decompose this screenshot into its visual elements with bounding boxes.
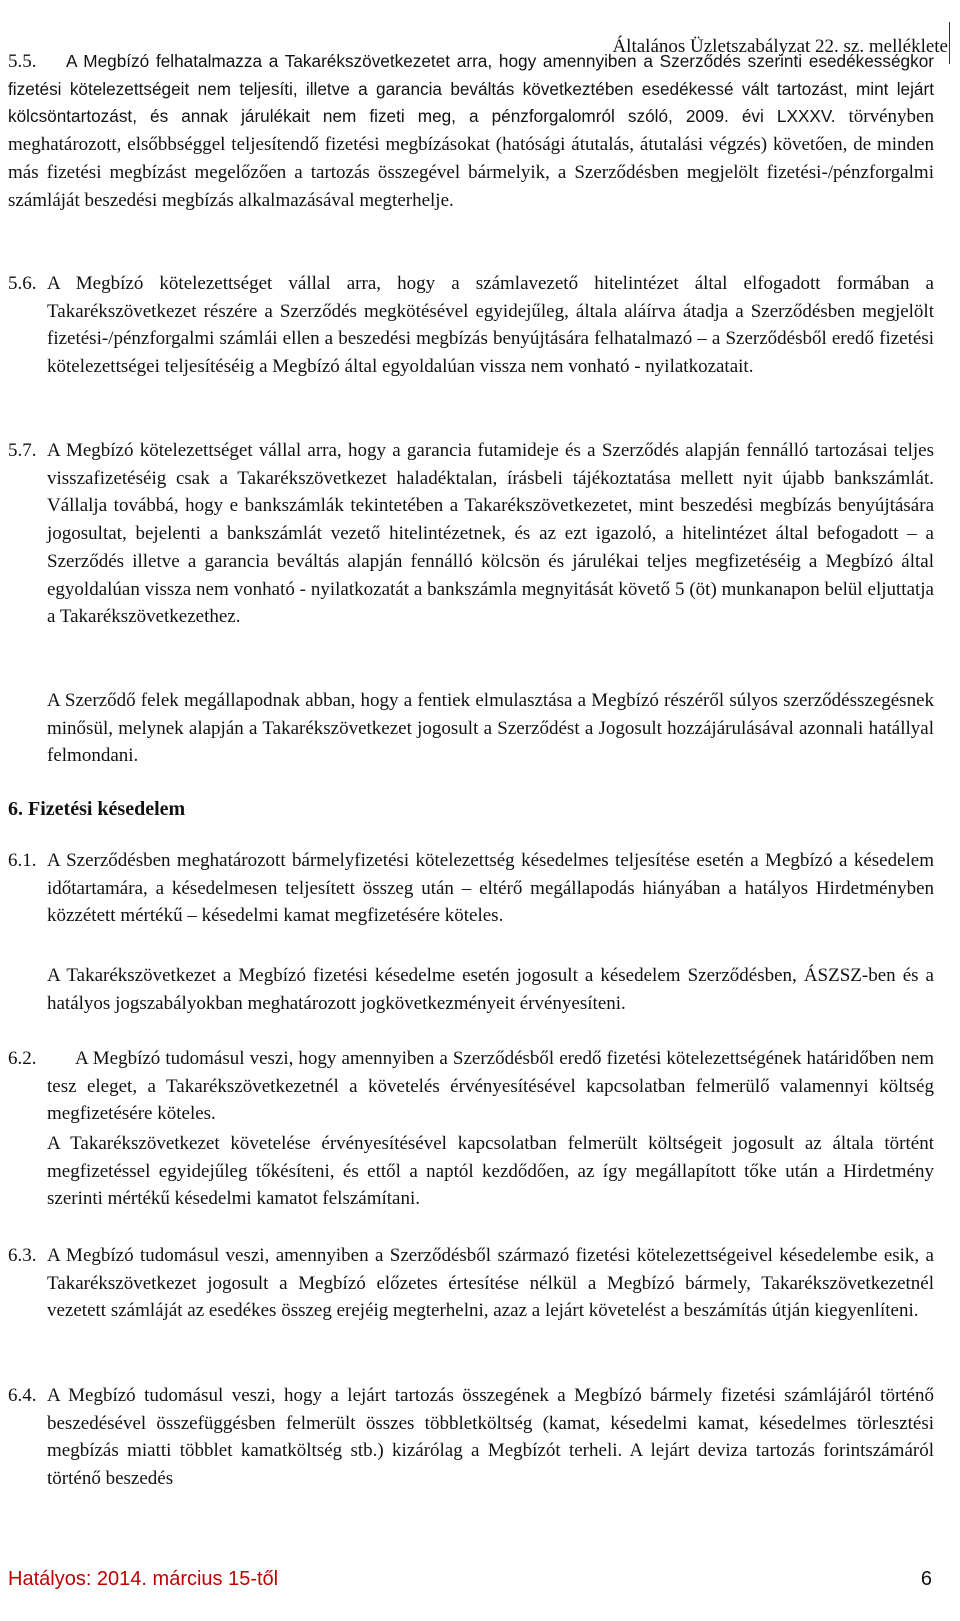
section-6-1-text: A Szerződésben meghatározott bármelyfizetési kötelezettség késedelmes teljesítése esetén a Megbízó a késedelem időtartamára, a késedelmesen teljesített összeg után – eltérő megállapodás hiányában a hatályos Hirdetményben közzétett mértékű – késedelmi kamat megfizetésére köteles. — [47, 850, 934, 927]
page-header: Általános Üzletszabályzat 22. sz. melléklete — [612, 36, 948, 57]
section-number-5-6: 5.6. — [8, 273, 37, 294]
section-6-2-text2: A Takarékszövetkezet követelése érvényesítésével kapcsolatban felmerült költségeit jogosult az általa történt megfizetéssel egyidejűleg tőkésíteni, és ettől a naptól kezdődően, az így megállapított tőke után a Hirdetmény szerinti mértékű késedelmi kamatot felszámítani. — [47, 1133, 934, 1210]
section-5-5-rest: törvényben meghatározott, elsőbbséggel teljesítendő fizetési megbízásokat (hatósági átutalás, átutalási végzés) követően, de minden más fizetési megbízást megelőzően a tartozás összegével bármelyik, a Szerződésben megjelölt fizetési-/pénzforgalmi számláját beszedési megbízás alkalmazásával megterhelje. — [8, 106, 934, 211]
section-5-6-text: A Megbízó kötelezettséget vállal arra, hogy a számlavezető hitelintézet által elfogadott formában a Takarékszövetkezet részére a Szerződés megkötésével egyidejűleg, általa aláírva átadja a Szerződésben megjelölt fizetési-/pénzforgalmi számlái ellen a beszedési megbízás benyújtására felhatalmazó – a Szerződésből eredő fizetési kötelezettségei teljesítéséig a Megbízó által egyoldalúan vissza nem vonható - nyilatkozatait. — [47, 273, 934, 378]
section-number-6-3: 6.3. — [8, 1245, 37, 1266]
section-number-6-4: 6.4. — [8, 1385, 37, 1406]
section-number-6-1: 6.1. — [8, 850, 37, 871]
header-rule — [949, 22, 950, 64]
section-number-5-7: 5.7. — [8, 440, 37, 461]
footer-validity: Hatályos: 2014. március 15-től — [8, 1568, 279, 1590]
section-6-heading: 6. Fizetési késedelem — [8, 798, 186, 820]
section-6-2-text: A Megbízó tudomásul veszi, hogy amennyiben a Szerződésből eredő fizetési kötelezettségének határidőben nem tesz eleget, a Takarékszövetkezetnél a követelés érvényesítésével kapcsolatban felmerülő valamennyi költség megfizetésére köteles. — [47, 1048, 934, 1125]
section-6-3-text: A Megbízó tudomásul veszi, amennyiben a Szerződésből származó fizetési kötelezettségeivel késedelembe esik, a Takarékszövetkezet jogosult a Megbízó előzetes értesítése nélkül a Megbízó bármely, Takarékszövetkezetnél vezetett számláját az esedékes összeg erejéig megterhelni, azaz a lejárt követelést a beszámítás útján kiegyenlíteni. — [47, 1245, 934, 1322]
section-number-6-2: 6.2. — [8, 1048, 37, 1069]
section-6-4-text: A Megbízó tudomásul veszi, hogy a lejárt tartozás összegének a Megbízó bármely fizetési számlájáról történő beszedésével összefüggésben felmerült összes többletköltség (kamat, késedelmi kamat, késedelmes törlesztési megbízás miatti többlet kamatköltség stb.) kizárólag a Megbízót terheli. A lejárt deviza tartozás forintszámáról történő beszedés — [47, 1385, 934, 1490]
footer-page-number: 6 — [920, 1568, 932, 1590]
section-5-5-text — [8, 48, 934, 214]
section-5-7-text: A Megbízó kötelezettséget vállal arra, hogy a garancia futamideje és a Szerződés alapján fennálló tartozásai teljes visszafizetéséig csak a Takarékszövetkezet haladéktalan, írásbeli tájékoztatása mellett nyit újabb bankszámlát. Vállalja továbbá, hogy e bankszámlák tekintetében a Takarékszövetkezetet, mint beszedési megbízás benyújtására jogosultat, bejelenti a bankszámlát vezető hitelintézetnek, és az ezt igazoló, a hitelintézet által befogadott – a Szerződés illetve a garancia beváltás alapján fennálló kölcsön és járulékai teljes megfizetéséig a Megbízó által egyoldalúan vissza nem vonható - nyilatkozatát a bankszámla megnyitását követő 5 (öt) munkanapon belül eljuttatja a Takarékszövetkezethez. — [47, 440, 934, 628]
section-number-5-5: 5.5. — [8, 51, 37, 72]
section-6-1-text2: A Takarékszövetkezet a Megbízó fizetési késedelme esetén jogosult a késedelem Szerződésben, ÁSZSZ-ben és a hatályos jogszabályokban meghatározott jogkövetkezményeit érvényesíteni. — [47, 965, 934, 1014]
section-5-5-first: A Megbízó felhatalmazza a Takarékszövetkezetet arra, hogy amennyiben a Szerződés szerinti esedékességkor fizetési kötelezettségeit nem teljesíti, illetve a garancia beváltás következtében esedékessé vált tartozást, mint lejárt kölcsöntartozást, és annak járulékait nem fizeti meg, a pénzforgalomról szóló, 2009. évi LXXXV. — [8, 51, 934, 127]
section-5-7-text2: A Szerződő felek megállapodnak abban, hogy a fentiek elmulasztása a Megbízó részéről súlyos szerződésszegésnek minősül, melynek alapján a Takarékszövetkezet jogosult a Szerződést a Jogosult hozzájárulásával azonnali hatállyal felmondani. — [47, 690, 934, 767]
